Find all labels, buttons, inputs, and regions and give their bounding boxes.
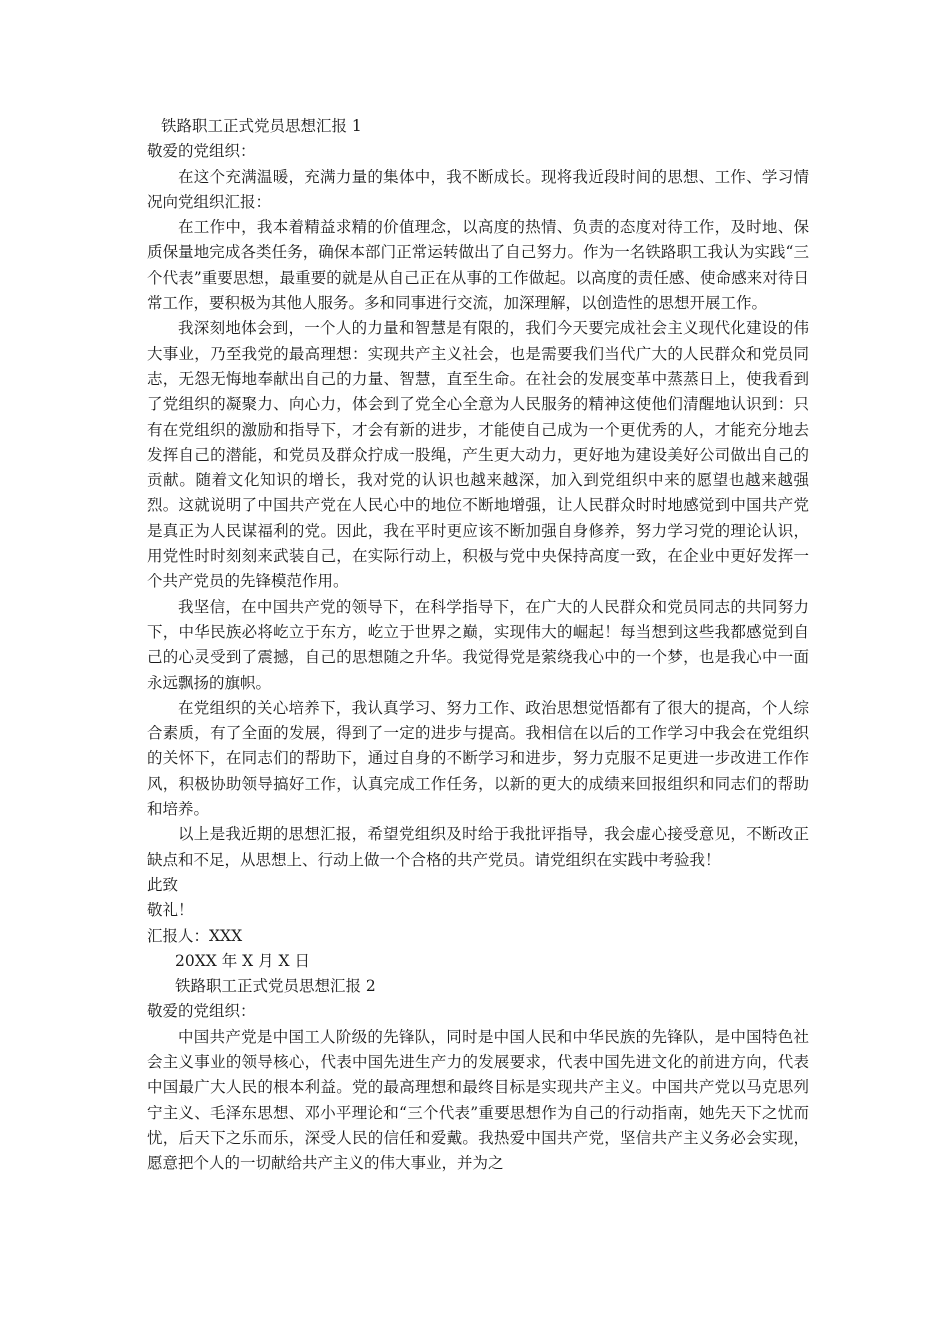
paragraph-5: 在党组织的关心培养下，我认真学习、努力工作、政治思想觉悟都有了很大的提高，个人综合素质，有了全面的发展，得到了一定的进步与提高。我相信在以后的工作学习中我会在党组织的关怀下，在同志们的帮助下，通过自身的不断学习和进步，努力克服不足更进一步改进工作作风，积极协助领导搞好工作，认真完成工作任务，以新的更大的成绩来回报组织和同志们的帮助和培养。 — [147, 698, 809, 819]
paragraph-4: 我坚信，在中国共产党的领导下，在科学指导下，在广大的人民群众和党员同志的共同努力下，中华民族必将屹立于东方，屹立于世界之巅，实现伟大的崛起！每当想到这些我都感觉到自己的心灵受到了震撼，自己的思想随之升华。我觉得党是萦绕我心中的一个梦，也是我心中一面永远飘扬的旗帜。 — [147, 597, 809, 692]
closing-line-2: 敬礼！ — [147, 901, 194, 920]
document-body — [147, 114, 809, 1176]
paragraph-3: 我深刻地体会到，一个人的力量和智慧是有限的，我们今天要完成社会主义现代化建设的伟大事业，乃至我党的最高理想：实现共产主义社会，也是需要我们当代广大的人民群众和党员同志，无怨无悔地奉献出自己的力量、智慧，直至生命。在社会的发展变革中蒸蒸日上，使我看到了党组织的凝聚力、向心力，体会到了党全心全意为人民服务的精神这使他们清醒地认识到：只有在党组织的激励和指导下，才会有新的进步，才能使自己成为一个更优秀的人，才能充分地去发挥自己的潜能，和党员及群众拧成一股绳，产生更大动力，更好地为建设美好公司做出自己的贡献。随着文化知识的增长，我对党的认识也越来越深，加入到党组织中来的愿望也越来越强烈。这就说明了中国共产党在人民心中的地位不断地增强，让人民群众时时地感觉到中国共产党是真正为人民谋福利的党。因此，我在平时更应该不断加强自身修养，努力学习党的理论认识，用党性时时刻刻来武装自己，在实际行动上，积极与党中央保持高度一致，在企业中更好发挥一个共产党员的先锋模范作用。 — [147, 319, 809, 591]
report-date: 20XX 年 X 月 X 日 — [175, 951, 310, 970]
closing-line-1: 此致 — [147, 875, 179, 894]
report-title-1: 铁路职工正式党员思想汇报 1 — [161, 117, 362, 135]
paragraph-1: 在这个充满温暖，充满力量的集体中，我不断成长。现将我近段时间的思想、工作、学习情况向党组织汇报： — [147, 167, 809, 211]
paragraph-2: 在工作中，我本着精益求精的价值理念，以高度的热情、负责的态度对待工作，及时地、保质保量地完成各类任务，确保本部门正常运转做出了自己努力。作为一名铁路职工我认为实践“三个代表”重要思想，最重要的就是从自己正在从事的工作做起。以高度的责任感、使命感来对待日常工作，要积极为其他人服务。多和同事进行交流，加深理解，以创造性的思想开展工作。 — [147, 218, 809, 313]
report-title-2: 铁路职工正式党员思想汇报 2 — [175, 977, 376, 996]
salutation-2: 敬爱的党组织： — [147, 1002, 256, 1021]
salutation-1: 敬爱的党组织： — [147, 142, 256, 161]
paragraph-7: 中国共产党是中国工人阶级的先锋队，同时是中国人民和中华民族的先锋队，是中国特色社会主义事业的领导核心，代表中国先进生产力的发展要求，代表中国先进文化的前进方向，代表中国最广大人民的根本利益。党的最高理想和最终目标是实现共产主义。中国共产党以马克思列宁主义、毛泽东思想、邓小平理论和“三个代表”重要思想作为自己的行动指南，她先天下之忧而忧，后天下之乐而乐，深受人民的信任和爱戴。我热爱中国共产党，坚信共产主义务必会实现，愿意把个人的一切献给共产主义的伟大事业，并为之 — [147, 1027, 809, 1173]
reporter-signature: 汇报人：XXX — [147, 926, 243, 945]
paragraph-6: 以上是我近期的思想汇报，希望党组织及时给于我批评指导，我会虚心接受意见，不断改正缺点和不足，从思想上、行动上做一个合格的共产党员。请党组织在实践中考验我！ — [147, 825, 809, 869]
